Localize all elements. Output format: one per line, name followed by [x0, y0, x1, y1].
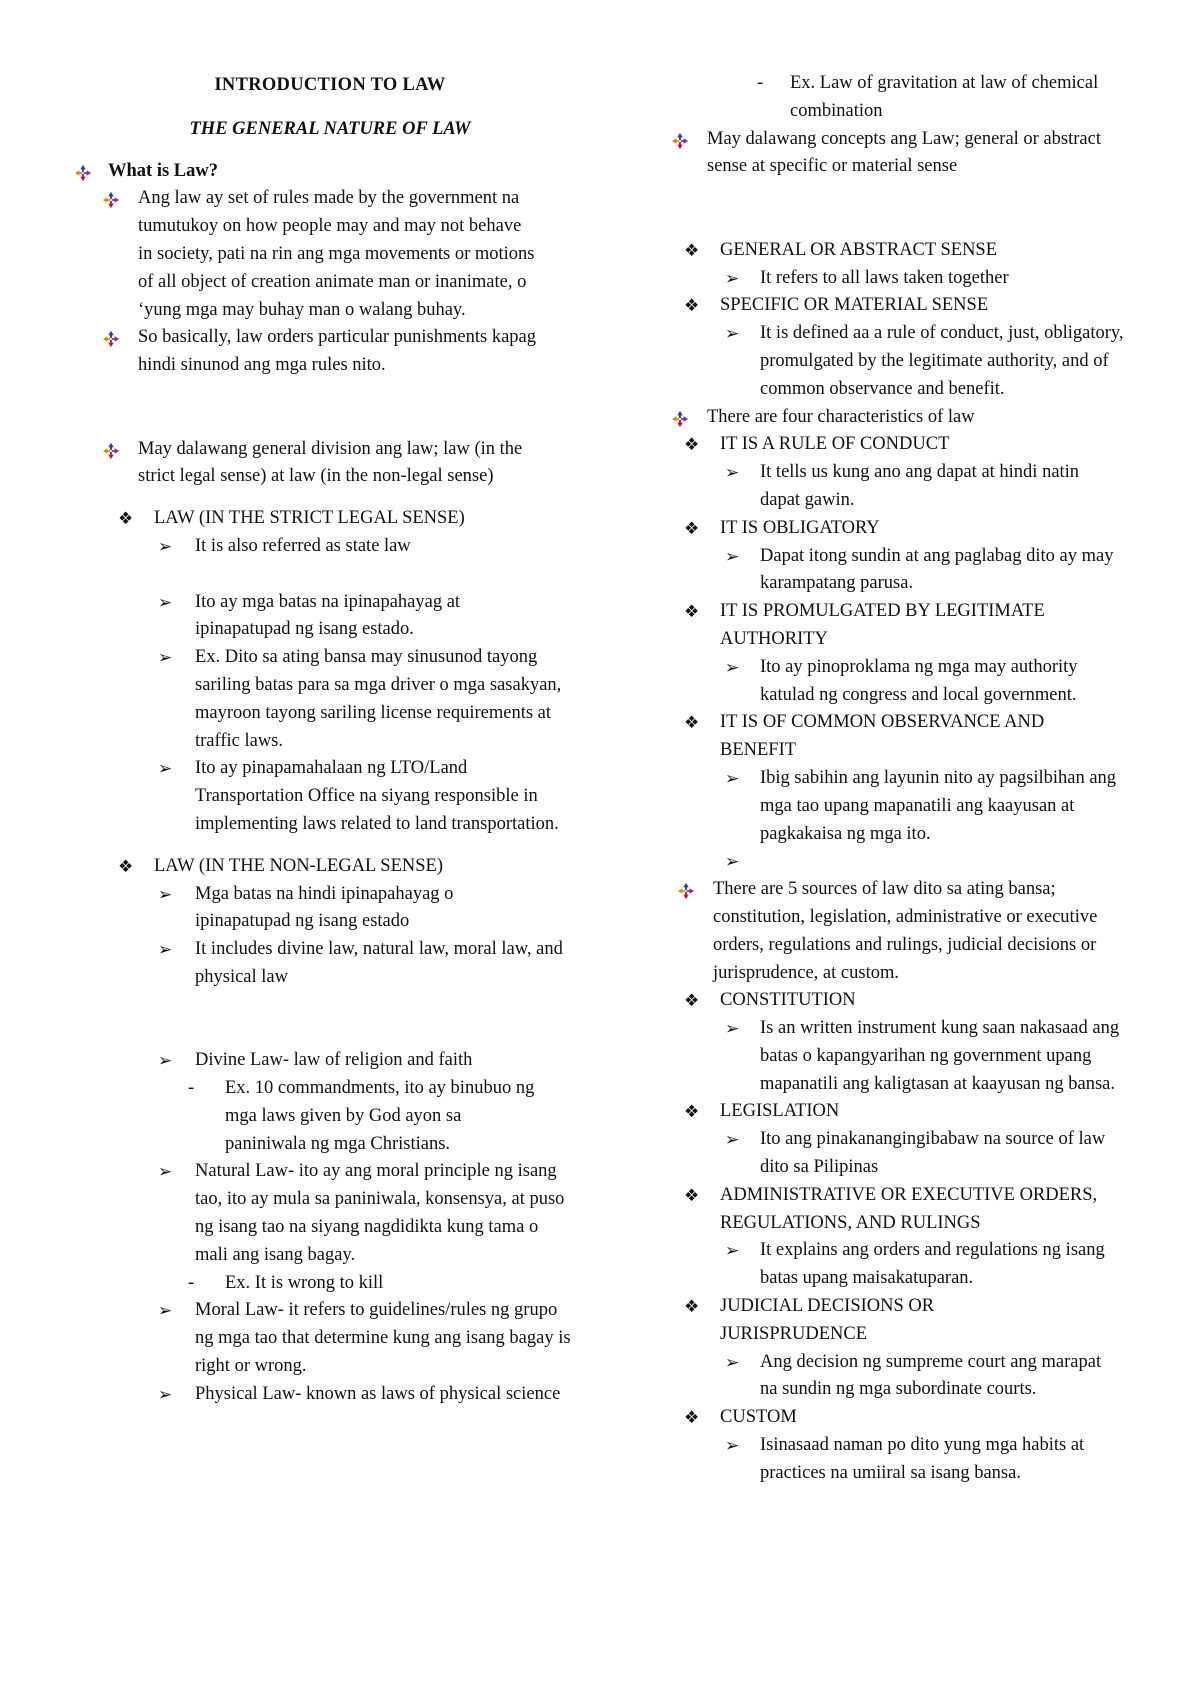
chevron-arrow-icon: ➢ [158, 884, 173, 904]
src4-item: ➢ Ang decision ng sumpreme court ang marapat na sundin ng mga subordinate courts. [665, 1349, 1145, 1405]
text-def2: So basically, law orders particular punishments kapag hindi sinunod ang mga rules nito. [138, 327, 536, 376]
char4-item: ➢ Ibig sabihin ang layunin nito ay pagsilbihan ang mga tao upang mapanatili ang kaayusan at pagkakaisa ng mga ito. [665, 765, 1145, 848]
dash-marker: - [757, 73, 764, 93]
four-diamond-icon: ❖ [684, 518, 700, 538]
heading-strict-legal: ❖ LAW (IN THE STRICT LEGAL SENSE) [70, 505, 590, 533]
chevron-arrow-icon: ➢ [158, 1051, 173, 1071]
bullet-sources: There are 5 sources of law dito sa ating bansa; constitution, legislation, administrative or executive orders, regulations and rulings, judicial decisions or jurisprudence, at custom. [665, 876, 1145, 987]
physical-example: - Ex. Law of gravitation at law of chemical combination [665, 70, 1145, 126]
document-title: INTRODUCTION TO LAW [214, 75, 446, 95]
chevron-arrow-icon: ➢ [158, 592, 173, 612]
right-column [665, 70, 1145, 1488]
chevron-arrow-icon: ➢ [158, 648, 173, 668]
heading-specific-sense: ❖ SPECIFIC OR MATERIAL SENSE [665, 292, 1145, 320]
divine-example: - Ex. 10 commandments, ito ay binubuo ng mga laws given by God ayon sa paniniwala ng mga Christians. [70, 1075, 590, 1158]
text-def1: Ang law ay set of rules made by the government na tumutukoy on how people may and may not behave in society, pati na rin ang mga movements or motions of all object of creation animate man or inanimate, o ‘yung mga may buhay man o walang buhay. [138, 188, 535, 320]
bullet-concepts: May dalawang concepts ang Law; general or abstract sense at specific or material sense [665, 126, 1145, 182]
four-diamond-icon: ❖ [118, 509, 134, 529]
chevron-arrow-icon: ➢ [725, 463, 740, 483]
heading-char3: ❖ IT IS PROMULGATED BY LEGITIMATE AUTHORITY [665, 598, 1145, 654]
divine-law: ➢ Divine Law- law of religion and faith [70, 1047, 590, 1075]
natural-law: ➢ Natural Law- ito ay ang moral principle ng isang tao, ito ay mula sa paniniwala, konsensya, at puso ng isang tao na siyang nagdidikta kung tama o mali ang isang bagay. [70, 1158, 590, 1269]
nonlegal-item-2: ➢ It includes divine law, natural law, moral law, and physical law [70, 936, 590, 992]
src3-item: ➢ It explains ang orders and regulations ng isang batas upang maisakatuparan. [665, 1237, 1145, 1293]
heading-src5: ❖ CUSTOM [665, 1404, 1145, 1432]
bullet-def2 [70, 324, 590, 380]
four-way-arrow-icon [671, 404, 689, 432]
four-diamond-icon: ❖ [684, 1185, 700, 1205]
four-diamond-icon: ❖ [684, 602, 700, 622]
chevron-arrow-icon: ➢ [158, 1162, 173, 1182]
four-diamond-icon: ❖ [684, 296, 700, 316]
specific-sense-item: ➢ It is defined aa a rule of conduct, just, obligatory, promulgated by the legitimate authority, and of common observance and benefit. [665, 320, 1145, 403]
chevron-arrow-icon: ➢ [725, 657, 740, 677]
src1-item: ➢ Is an written instrument kung saan nakasaad ang batas o kapangyarihan ng government upang mapanatili ang kaligtasan at kaayusan ng bansa. [665, 1015, 1145, 1098]
four-diamond-icon: ❖ [684, 1297, 700, 1317]
four-way-arrow-icon [74, 158, 92, 186]
heading-char1: ❖ IT IS A RULE OF CONDUCT [665, 431, 1145, 459]
bullet-what-is-law [70, 158, 590, 186]
four-diamond-icon: ❖ [118, 856, 134, 876]
heading-src4: ❖ JUDICIAL DECISIONS OR JURISPRUDENCE [665, 1293, 1145, 1349]
bullet-division [70, 436, 590, 492]
four-way-arrow-icon [102, 436, 120, 464]
chevron-arrow-icon: ➢ [725, 1436, 740, 1456]
four-way-arrow-icon [677, 876, 695, 904]
document-subtitle: THE GENERAL NATURE OF LAW [189, 118, 471, 139]
physical-law: ➢ Physical Law- known as laws of physical science [70, 1381, 590, 1409]
heading-src2: ❖ LEGISLATION [665, 1098, 1145, 1126]
chevron-arrow-icon: ➢ [725, 768, 740, 788]
four-diamond-icon: ❖ [684, 1102, 700, 1122]
chevron-arrow-icon: ➢ [158, 1384, 173, 1404]
heading-non-legal: ❖ LAW (IN THE NON-LEGAL SENSE) [70, 853, 590, 881]
bullet-def1 [70, 185, 590, 324]
empty-bullet [665, 848, 1145, 876]
strict-item-4: ➢ Ito ay pinapamahalaan ng LTO/Land Transportation Office na siyang responsible in implementing laws related to land transportation. [70, 755, 590, 838]
heading-char4: ❖ IT IS OF COMMON OBSERVANCE AND BENEFIT [665, 709, 1145, 765]
heading-what-is-law: What is Law? [108, 160, 218, 181]
four-way-arrow-icon [102, 185, 120, 213]
dash-marker: - [188, 1078, 195, 1099]
moral-law: ➢ Moral Law- it refers to guidelines/rules ng grupo ng mga tao that determine kung ang isang bagay is right or wrong. [70, 1297, 590, 1380]
chevron-arrow-icon: ➢ [725, 1019, 740, 1039]
src2-item: ➢ Ito ang pinakanangingibabaw na source of law dito sa Pilipinas [665, 1126, 1145, 1182]
chevron-arrow-icon: ➢ [725, 268, 740, 288]
char1-item: ➢ It tells us kung ano ang dapat at hindi natin dapat gawin. [665, 459, 1145, 515]
chevron-arrow-icon: ➢ [158, 759, 173, 779]
src5-item: ➢ Isinasaad naman po dito yung mga habits at practices na umiiral sa isang bansa. [665, 1432, 1145, 1488]
chevron-arrow-icon: ➢ [725, 1241, 740, 1261]
general-sense-item: ➢ It refers to all laws taken together [665, 265, 1145, 293]
dash-marker: - [188, 1272, 195, 1293]
chevron-arrow-icon: ➢ [725, 324, 740, 344]
chevron-arrow-icon: ➢ [725, 1352, 740, 1372]
strict-item-1: ➢ It is also referred as state law [70, 533, 590, 561]
heading-char2: ❖ IT IS OBLIGATORY [665, 515, 1145, 543]
chevron-arrow-icon: ➢ [158, 940, 173, 960]
nonlegal-item-1: ➢ Mga batas na hindi ipinapahayag o ipinapatupad ng isang estado [70, 881, 590, 937]
chevron-arrow-icon: ➢ [725, 852, 740, 872]
left-column [70, 70, 590, 1409]
four-diamond-icon: ❖ [684, 435, 700, 455]
chevron-arrow-icon: ➢ [158, 1301, 173, 1321]
chevron-arrow-icon: ➢ [158, 536, 173, 556]
four-diamond-icon: ❖ [684, 991, 700, 1011]
heading-general-sense: ❖ GENERAL OR ABSTRACT SENSE [665, 237, 1145, 265]
natural-example: - Ex. It is wrong to kill [70, 1270, 590, 1298]
heading-src1: ❖ CONSTITUTION [665, 987, 1145, 1015]
four-diamond-icon: ❖ [684, 240, 700, 260]
bullet-four-characteristics: There are four characteristics of law [665, 404, 1145, 432]
four-way-arrow-icon [671, 126, 689, 154]
heading-src3: ❖ ADMINISTRATIVE OR EXECUTIVE ORDERS, REGULATIONS, AND RULINGS [665, 1182, 1145, 1238]
char3-item: ➢ Ito ay pinoproklama ng mga may authority katulad ng congress and local government. [665, 654, 1145, 710]
chevron-arrow-icon: ➢ [725, 546, 740, 566]
strict-item-3: ➢ Ex. Dito sa ating bansa may sinusunod tayong sariling batas para sa mga driver o mga sasakyan, mayroon tayong sariling license requirements at traffic laws. [70, 644, 590, 755]
chevron-arrow-icon: ➢ [725, 1130, 740, 1150]
four-way-arrow-icon [102, 324, 120, 352]
char2-item: ➢ Dapat itong sundin at ang paglabag dito ay may karampatang parusa. [665, 543, 1145, 599]
four-diamond-icon: ❖ [684, 713, 700, 733]
four-diamond-icon: ❖ [684, 1408, 700, 1428]
strict-item-2: ➢ Ito ay mga batas na ipinapahayag at ipinapatupad ng isang estado. [70, 589, 590, 645]
text-division: May dalawang general division ang law; law (in the strict legal sense) at law (in the non-legal sense) [138, 438, 523, 487]
